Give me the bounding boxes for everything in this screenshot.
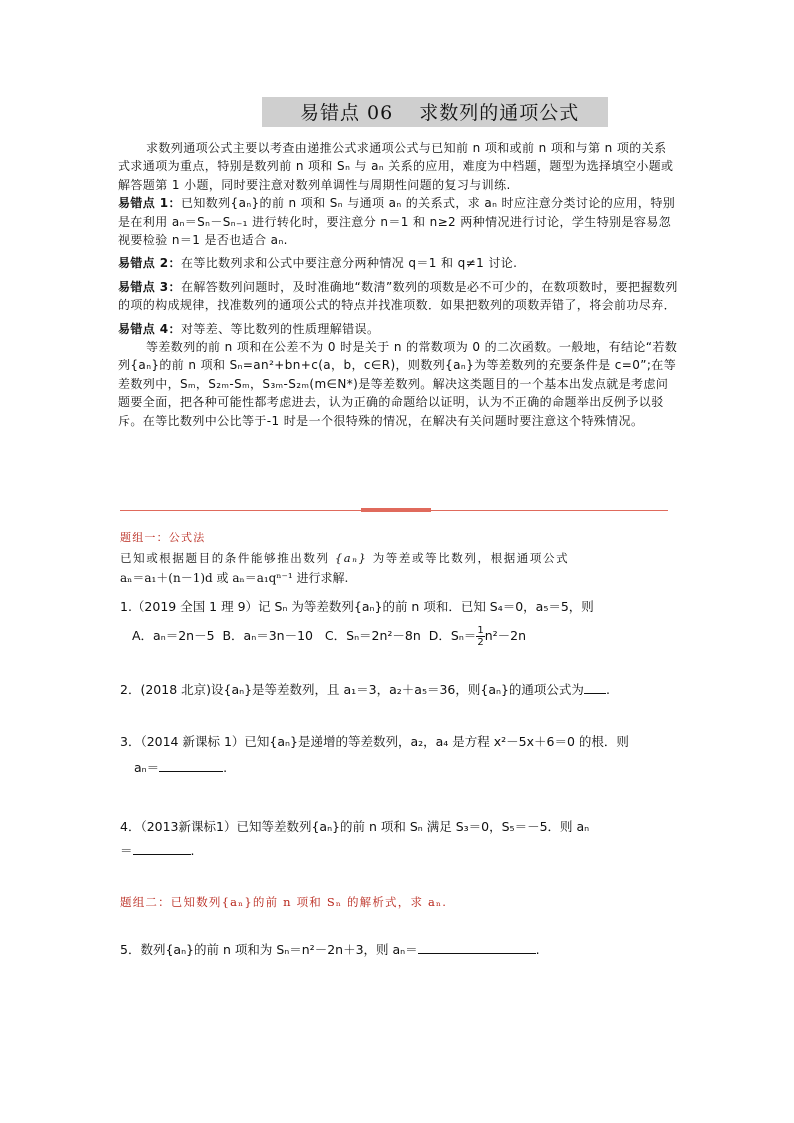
question-5-stem: 5．数列{aₙ}的前 n 项和为 Sₙ＝n²－2n＋3，则 aₙ＝ (120, 942, 418, 957)
error-point-2 (118, 254, 678, 272)
option-a[interactable]: A．aₙ＝2n－5 (132, 628, 215, 643)
answer-blank-2[interactable] (584, 681, 606, 694)
option-b[interactable]: B．aₙ＝3n－10 (222, 628, 313, 643)
error-point-1 (118, 194, 678, 249)
error-point-4-label: 易错点 4： (118, 321, 181, 336)
error-point-4 (118, 320, 678, 338)
option-c[interactable]: C．Sₙ＝2n²－8n (324, 628, 421, 643)
group1-description: 已知或根据题目的条件能够推出数列 {aₙ} 为等差或等比数列，根据通项公式 (120, 551, 570, 565)
answer-blank-4[interactable] (133, 842, 191, 855)
question-2: 2．(2018 北京)设{aₙ}是等差数列，且 a₁＝3，a₂＋a₅＝36，则{aₙ}的通项公式为 . (120, 682, 610, 697)
intro-paragraph: 求数列通项公式主要以考查由递推公式求通项公式与已知前 n 项和或前 n 项和与第 n 项的关系式求通项为重点，特别是数列前 n 项和 Sₙ 与 aₙ 关系的应用，难度为中档题，题型为选择填空小题或解答题第 1 小题，同时要注意对数列单调性与周期性问题的复习与训练. (118, 141, 674, 192)
question-3-stem: 3．（2014 新课标 1）已知{aₙ}是递增的等差数列，a₂，a₄ 是方程 x²－5x＋6＝0 的根．则 (120, 734, 629, 749)
error-point-1-text: 已知数列{aₙ}的前 n 项和 Sₙ 与通项 aₙ 的关系式，求 aₙ 时应注意分类讨论的应用，特别是在利用 aₙ＝Sₙ－Sₙ₋₁ 进行转化时，要注意分 n＝1 和 n≥2 两种情况进行讨论，学生特别是容易忽视要检验 n＝1 是否也适合 aₙ. (118, 196, 676, 248)
group1-title: 题组一：公式法 (120, 531, 206, 544)
divider-accent (361, 508, 431, 512)
option-d[interactable]: D．Sₙ＝ $\frac{1}{2}$ n²－2n (428, 625, 526, 648)
error-point-3 (118, 278, 678, 315)
intro-section (118, 139, 678, 430)
error-point-3-text: 在解答数列问题时，及时准确地“数清”数列的项数是必不可少的，在数项数时，要把握数列的项的构成规律，找准数列的通项公式的特点并找准项数．如果把数列的项数弄错了，将会前功尽弃． (118, 279, 678, 313)
group1-formula: aₙ＝a₁＋(n－1)d 或 aₙ＝a₁qⁿ⁻¹ 进行求解. (120, 571, 349, 585)
property-paragraph: 等差数列的前 n 项和在公差不为 0 时是关于 n 的常数项为 0 的二次函数。一般地，有结论“若数列{aₙ}的前 n 项和 Sₙ=an²+bn+c(a，b，c∈R)，则数列{aₙ}为等差数列的充要条件是 c=0”;在等差数列中，Sₘ，S₂ₘ-Sₘ，S₃ₘ-S₂ₘ(m∈N*)是等差数列。解决这类题目的一个基本出发点就是考虑问题要全面，把各种可能性都考虑进去，认为正确的命题给以证明，认为不正确的命题举出反例予以驳斥。在等比数列中公比等于-1 时是一个很特殊的情况，在解决有关问题时要注意这个特殊情况。 (118, 340, 678, 428)
group1-header (120, 528, 690, 588)
error-point-1-label: 易错点 1： (118, 196, 181, 211)
error-point-4-text: 对等差、等比数列的性质理解错误。 (180, 321, 380, 336)
question-1-stem: 1.（2019 全国 1 理 9）记 Sₙ 为等差数列{aₙ}的前 n 项和．已知 S₄＝0，a₅＝5，则 (120, 599, 594, 614)
group2-title: 题组二：已知数列{aₙ}的前 n 项和 Sₙ 的解析式，求 aₙ. (120, 895, 448, 909)
question-4 (120, 817, 690, 861)
question-3-answer-line: aₙ＝ . (134, 760, 228, 775)
group2-header (120, 892, 690, 912)
question-4-stem: 4．（2013新课标1）已知等差数列{aₙ}的前 n 项和 Sₙ 满足 S₃＝0，S₅＝－5．则 aₙ (120, 819, 590, 834)
page-title (300, 98, 579, 125)
question-1 (120, 597, 690, 648)
error-point-2-label: 易错点 2： (118, 256, 181, 271)
error-point-3-label: 易错点 3： (118, 279, 181, 294)
answer-blank-5[interactable] (418, 941, 536, 954)
question-1-options (120, 625, 690, 648)
question-4-answer-line: ＝ . (120, 843, 195, 858)
error-point-2-text: 在等比数列求和公式中要注意分两种情况 q＝1 和 q≠1 讨论. (180, 256, 518, 271)
title-label: 易错点 06 (300, 102, 394, 124)
question-2-stem: 2．(2018 北京)设{aₙ}是等差数列，且 a₁＝3，a₂＋a₅＝36，则{aₙ}的通项公式为 (120, 682, 584, 697)
question-3 (120, 732, 690, 778)
question-5: 5．数列{aₙ}的前 n 项和为 Sₙ＝n²－2n＋3，则 aₙ＝ . (120, 942, 540, 957)
fraction-one-half: $\frac{1}{2}$ (477, 625, 484, 648)
answer-blank-3[interactable] (159, 759, 223, 772)
title-topic: 求数列的通项公式 (419, 102, 580, 124)
